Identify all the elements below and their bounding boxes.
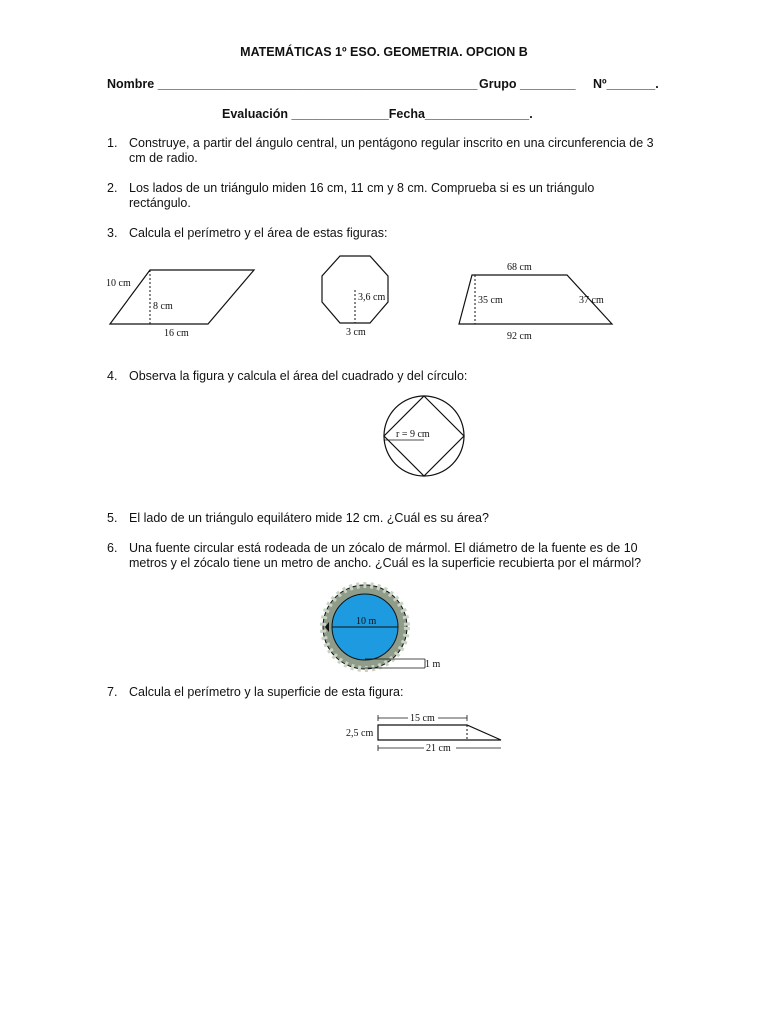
question-number: 1. (107, 136, 118, 150)
fountain-border-label: 1 m (425, 659, 441, 670)
circle-radius-label: r = 9 cm (396, 429, 430, 440)
trapezoid2-height-label: 2,5 cm (346, 728, 374, 739)
parallelogram-height-label: 8 cm (153, 301, 173, 312)
parallelogram-base-label: 16 cm (164, 328, 189, 339)
question-text: Calcula el perímetro y la superficie de esta figura: (129, 685, 404, 699)
question-number: 3. (107, 226, 118, 240)
grupo-field: Grupo ________ (479, 77, 576, 91)
parallelogram-figure (106, 270, 254, 339)
question-text: Calcula el perímetro y el área de estas figuras: (129, 226, 388, 240)
question-text: Construye, a partir del ángulo central, un pentágono regular inscrito en una circunferencia de 3 cm de radio. (129, 136, 654, 165)
question-text: El lado de un triángulo equilátero mide 12 cm. ¿Cuál es su área? (129, 511, 489, 525)
octagon-figure (322, 256, 388, 338)
question-number: 6. (107, 541, 118, 555)
question-number: 2. (107, 181, 118, 195)
question-text: Los lados de un triángulo miden 16 cm, 11 cm y 8 cm. Comprueba si es un triángulo rectángulo. (129, 181, 595, 210)
octagon-side-label: 3 cm (346, 327, 366, 338)
trapezoid-figure (459, 262, 612, 342)
circle-square-figure (384, 396, 464, 476)
trapezoid-side-label: 37 cm (579, 295, 604, 306)
evaluacion-fecha-field: Evaluación ______________Fecha_______________. (222, 107, 533, 121)
question-text: Una fuente circular está rodeada de un zócalo de mármol. El diámetro de la fuente es de 10 metros y el zócalo tiene un metro de ancho. ¿Cuál es la superficie recubierta por el mármol? (129, 541, 642, 570)
question-text: Observa la figura y calcula el área del cuadrado y del círculo: (129, 369, 468, 383)
fountain-diameter-label: 10 m (356, 616, 377, 627)
page-title: MATEMÁTICAS 1º ESO. GEOMETRIA. OPCION B (240, 45, 528, 59)
question-number: 7. (107, 685, 118, 699)
parallelogram-side-label: 10 cm (106, 278, 131, 289)
trapezoid-base-label: 92 cm (507, 331, 532, 342)
trapezoid-top-label: 68 cm (507, 262, 532, 273)
trapezoid2-base-label: 21 cm (426, 743, 451, 754)
question-number: 4. (107, 369, 118, 383)
numero-field: Nº_______. (593, 77, 659, 91)
octagon-apothem-label: 3,6 cm (358, 292, 386, 303)
nombre-field: Nombre ______________________________________________ (107, 77, 478, 91)
question-number: 5. (107, 511, 118, 525)
trapezoid-height-label: 35 cm (478, 295, 503, 306)
trapezoid2-top-label: 15 cm (410, 713, 435, 724)
trapezoid2-figure (346, 713, 501, 754)
fountain-figure (323, 585, 441, 670)
